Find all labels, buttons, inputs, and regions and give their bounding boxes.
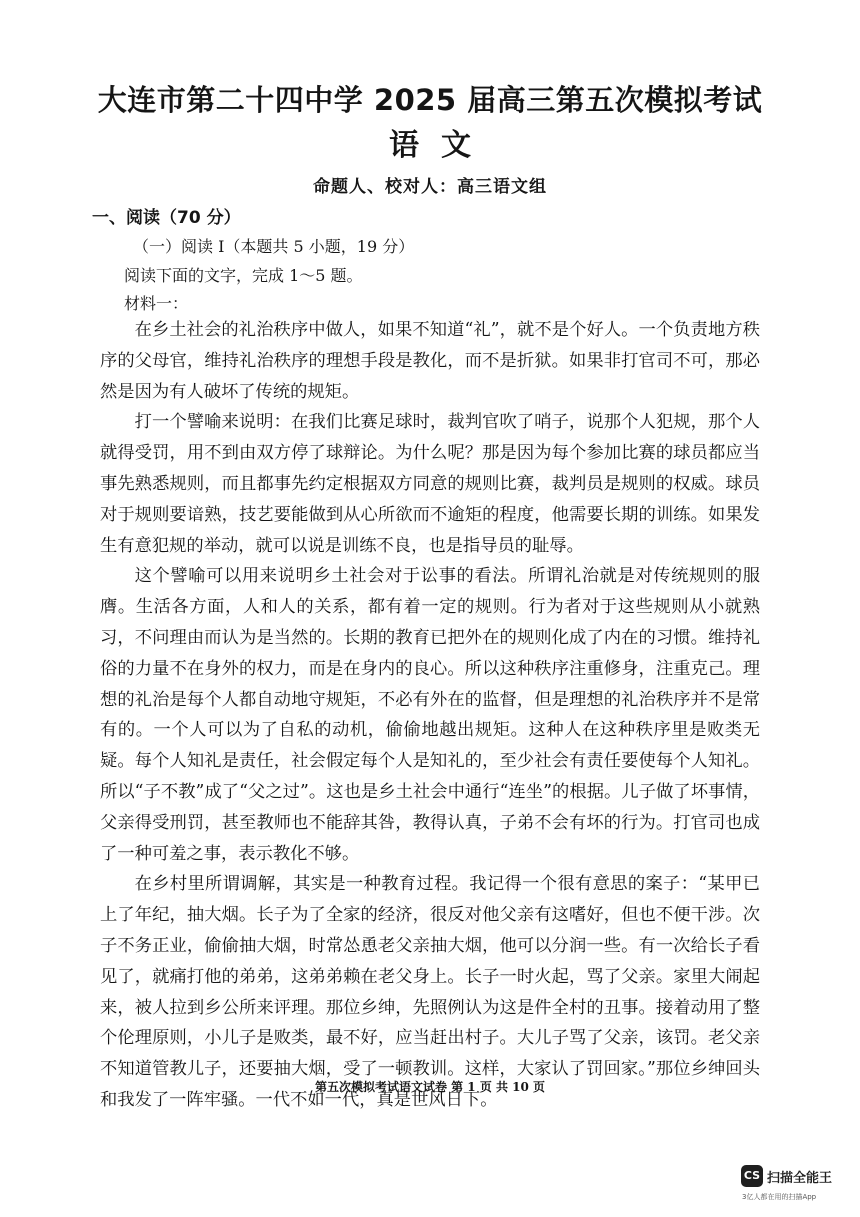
scanner-watermark — [741, 1165, 851, 1209]
page-footer: 第五次模拟考试语文试卷 第 1 页 共 10 页 — [314, 1080, 546, 1094]
material-label: 材料一： — [124, 294, 189, 313]
paragraph: 在乡土社会的礼治秩序中做人，如果不知道“礼”，就不是个好人。一个负责地方秩序的父母官，维持礼治秩序的理想手段是教化，而不是折狱。如果非打官司不可，那必然是因为有人破坏了传统的规矩。 — [100, 320, 760, 402]
scanner-app-name: 扫描全能王 — [767, 1171, 833, 1186]
exam-title: 大连市第二十四中学 2025 届高三第五次模拟考试 — [97, 83, 763, 117]
passage-body — [100, 315, 760, 1116]
paragraph: 打一个譬喻来说明：在我们比赛足球时，裁判官吹了哨子，说那个人犯规，那个人就得受罚，用不到由双方停了球辩论。为什么呢？那是因为每个参加比赛的球员都应当事先熟悉规则，而且都事先约定根据双方同意的规则比赛，裁判员是规则的权威。球员对于规则要谙熟，技艺要能做到从心所欲而不逾矩的程度，他需要长期的训练。如果发生有意犯规的举动，就可以说是训练不良，也是指导员的耻辱。 — [100, 412, 760, 556]
reading-instruction: 阅读下面的文字，完成 1～5 题。 — [124, 266, 363, 285]
camscanner-logo-icon: CS — [741, 1165, 763, 1187]
subject-title: 语文 — [389, 128, 493, 163]
authors-line: 命题人、校对人：高三语文组 — [313, 177, 547, 197]
paragraph: 这个譬喻可以用来说明乡土社会对于讼事的看法。所谓礼治就是对传统规则的服膺。生活各方面，人和人的关系，都有着一定的规则。行为者对于这些规则从小就熟习，不问理由而认为是当然的。长期的教育已把外在的规则化成了内在的习惯。维持礼俗的力量不在身外的权力，而是在身内的良心。所以这种秩序注重修身，注重克己。理想的礼治是每个人都自动地守规矩，不必有外在的监督，但是理想的礼治秩序并不是常有的。一个人可以为了自私的动机，偷偷地越出规矩。这种人在这种秩序里是败类无疑。每个人知礼是责任，社会假定每个人是知礼的，至少社会有责任要使每个人知礼。所以“子不教”成了“父之过”。这也是乡土社会中通行“连坐”的根据。儿子做了坏事情，父亲得受刑罚，甚至教师也不能辞其咎，教得认真，子弟不会有坏的行为。打官司也成了一种可羞之事，表示教化不够。 — [100, 566, 760, 864]
scanner-tagline: 3亿人都在用的扫描App — [742, 1193, 817, 1201]
paragraph: 在乡村里所谓调解，其实是一种教育过程。我记得一个很有意思的案子：“某甲已上了年纪，抽大烟。长子为了全家的经济，很反对他父亲有这嗜好，但也不便干涉。次子不务正业，偷偷抽大烟，时常怂恿老父亲抽大烟，他可以分润一些。有一次给长子看见了，就痛打他的弟弟，这弟弟赖在老父身上。长子一时火起，骂了父亲。家里大闹起来，被人拉到乡公所来评理。那位乡绅，先照例认为这是件全村的丑事。接着动用了整个伦理原则，小儿子是败类，最不好，应当赶出村子。大儿子骂了父亲，该罚。老父亲不知道管教儿子，还要抽大烟，受了一顿教训。这样，大家认了罚回家。”那位乡绅回头和我发了一阵牢骚。一代不如一代，真是世风日下。 — [100, 874, 760, 1110]
subsection-heading: （一）阅读 I（本题共 5 小题，19 分） — [133, 237, 415, 256]
section-heading: 一、阅读（70 分） — [92, 208, 241, 228]
